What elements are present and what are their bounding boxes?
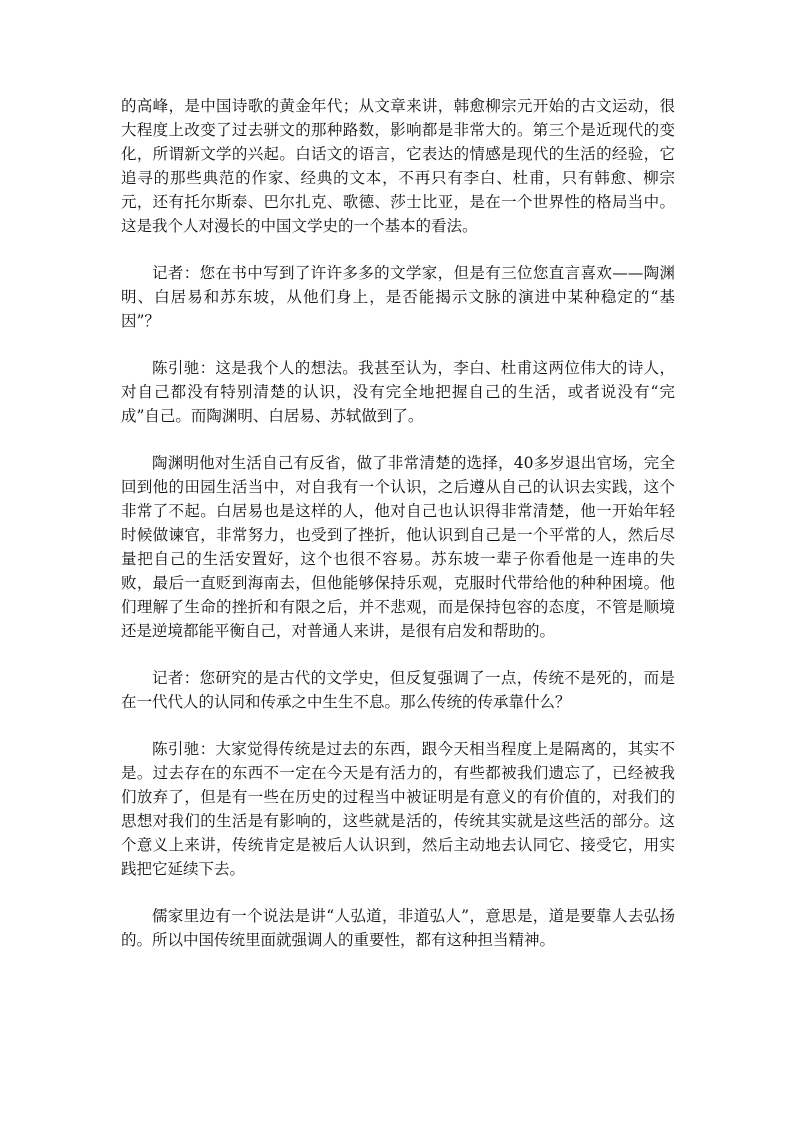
- paragraph-reporter-question-2: 记者：您研究的是古代的文学史，但反复强调了一点，传统不是死的，而是在一代代人的认同和传承之中生生不息。那么传统的传承靠什么？: [121, 669, 675, 711]
- paragraph-answer-1: 陈引驰：这是我个人的想法。我甚至认为，李白、杜甫这两位伟大的诗人，对自己都没有特别清楚的认识，没有完全地把握自己的生活，或者说没有“完成”自己。而陶渊明、白居易、苏轼做到了。: [121, 359, 675, 425]
- paragraph-answer-2-continued: 儒家里边有一个说法是讲“人弘道，非道弘人”，意思是，道是要靠人去弘扬的。所以中国传统里面就强调人的重要性，都有这种担当精神。: [121, 907, 675, 949]
- paragraph-answer-1-continued: 陶渊明他对生活自己有反省，做了非常清楚的选择，40多岁退出官场，完全回到他的田园生活当中，对自我有一个认识，之后遵从自己的认识去实践，这个非常了不起。白居易也是这样的人，他对自己也认识得非常清楚，他一开始年轻时候做谏官，非常努力，也受到了挫折，他认识到自己是一个平常的人，然后尽量把自己的生活安置好，这个也很不容易。苏东坡一辈子你看他是一连串的失败，最后一直贬到海南去，但他能够保持乐观，克服时代带给他的种种困境。他们理解了生命的挫折和有限之后，并不悲观，而是保持包容的态度，不管是顺境还是逆境都能平衡自己，对普通人来讲，是很有启发和帮助的。: [121, 454, 675, 640]
- document-page: [121, 94, 675, 975]
- paragraph-answer-2: 陈引驰：大家觉得传统是过去的东西，跟今天相当程度上是隔离的，其实不是。过去存在的东西不一定在今天是有活力的，有些都被我们遗忘了，已经被我们放弃了，但是有一些在历史的过程当中被证明是有意义的有价值的，对我们的思想对我们的生活是有影响的，这些就是活的，传统其实就是这些活的部分。这个意义上来讲，传统肯定是被后人认识到，然后主动地去认同它、接受它，用实践把它延续下去。: [121, 740, 675, 878]
- paragraph-continuation: 的高峰，是中国诗歌的黄金年代；从文章来讲，韩愈柳宗元开始的古文运动，很大程度上改变了过去骈文的那种路数，影响都是非常大的。第三个是近现代的变化，所谓新文学的兴起。白话文的语言，它表达的情感是现代的生活的经验，它追寻的那些典范的作家、经典的文本，不再只有李白、杜甫，只有韩愈、柳宗元，还有托尔斯泰、巴尔扎克、歌德、莎士比亚，是在一个世界性的格局当中。这是我个人对漫长的中国文学史的一个基本的看法。: [121, 97, 675, 235]
- paragraph-reporter-question-1: 记者：您在书中写到了许许多多的文学家，但是有三位您直言喜欢——陶渊明、白居易和苏东坡，从他们身上，是否能揭示文脉的演进中某种稳定的“基因”？: [121, 264, 675, 330]
